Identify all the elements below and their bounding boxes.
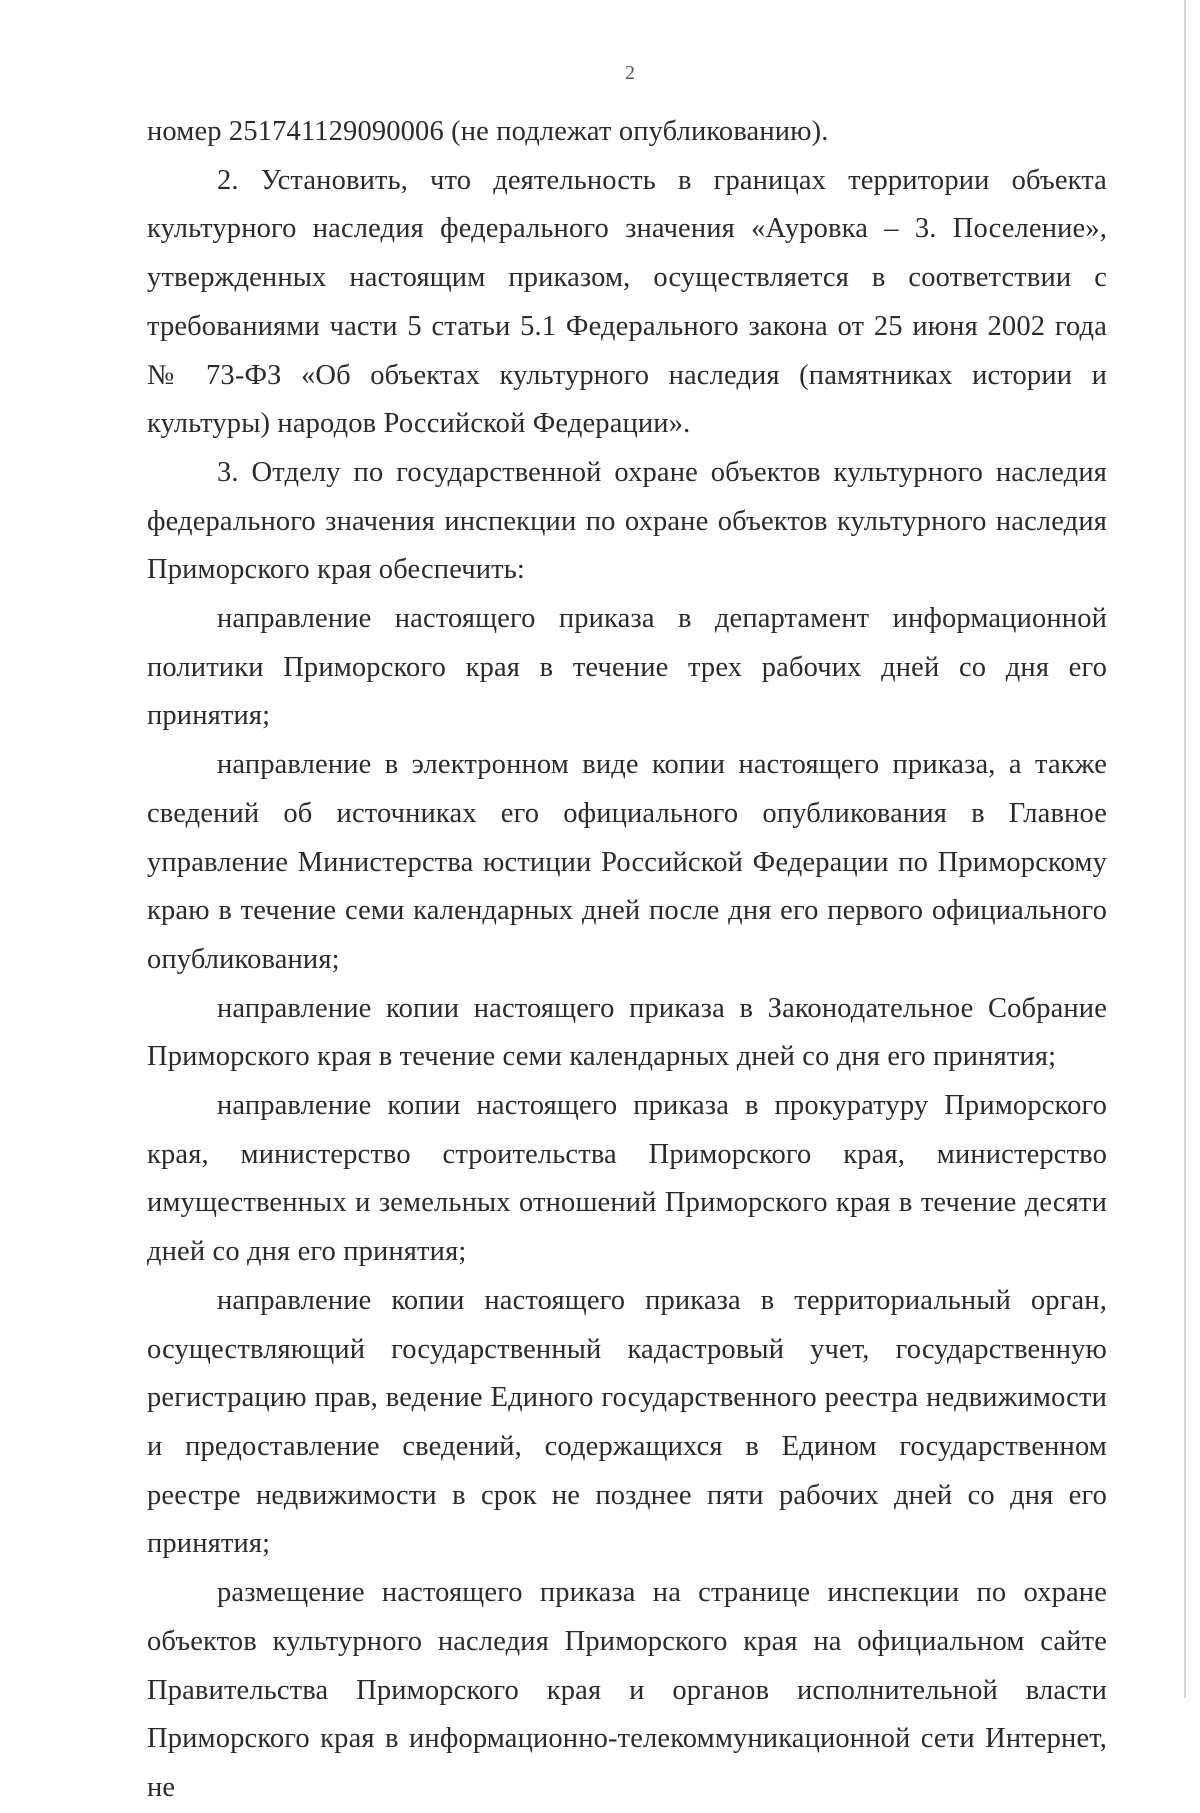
paragraph-legislative-assembly: направление копии настоящего приказа в Законодательное Собрание Приморского края в течение семи календарных дней со дня его принятия; bbox=[147, 992, 1107, 1073]
paragraph-prosecutor: направление копии настоящего приказа в прокуратуру Приморского края, министерство строительства Приморского края, министерство имущественных и земельных отношений Приморского края в течение десяти дней со дня его принятия; bbox=[147, 1090, 1107, 1268]
paragraph-item-3: 3. Отделу по государственной охране объектов культурного наследия федерального значения инспекции по охране объектов культурного наследия Приморского края обеспечить: bbox=[147, 456, 1107, 586]
paragraph-item-2: 2. Установить, что деятельность в границах территории объекта культурного наследия федерального значения «Ауровка – 3. Поселение», утвержденных настоящим приказом, осуществляется в соответствии с требованиями части 5 статьи 5.1 Федерального закона от 25 июня 2002 года № 73-ФЗ «Об объектах культурного наследия (памятниках истории и культуры) народов Российской Федерации». bbox=[147, 164, 1107, 440]
paragraph-cadastral: направление копии настоящего приказа в территориальный орган, осуществляющий государственный кадастровый учет, государственную регистрацию прав, ведение Единого государственного реестра недвижимости и предоставление сведений, содержащихся в Едином государственном реестре недвижимости в срок не позднее пяти рабочих дней со дня его принятия; bbox=[147, 1284, 1107, 1560]
page-edge-line bbox=[1184, 0, 1186, 1698]
document-body bbox=[147, 108, 1107, 1813]
paragraph-continuation: номер 251741129090006 (не подлежат опубликованию). bbox=[147, 116, 829, 147]
page-number: 2 bbox=[625, 62, 635, 84]
paragraph-info-policy: направление настоящего приказа в департамент информационной политики Приморского края в течение трех рабочих дней со дня его принятия; bbox=[147, 603, 1107, 732]
paragraph-website: размещение настоящего приказа на странице инспекции по охране объектов культурного наследия Приморского края на официальном сайте Правительства Приморского края и органов исполнительной власти Приморского края в информационно-телекоммуникационной сети Интернет, не bbox=[147, 1577, 1107, 1803]
paragraph-ministry-justice: направление в электронном виде копии настоящего приказа, а также сведений об источниках его официального опубликования в Главное управление Министерства юстиции Российской Федерации по Приморскому краю в течение семи календарных дней после дня его первого официального опубликования; bbox=[147, 749, 1107, 975]
